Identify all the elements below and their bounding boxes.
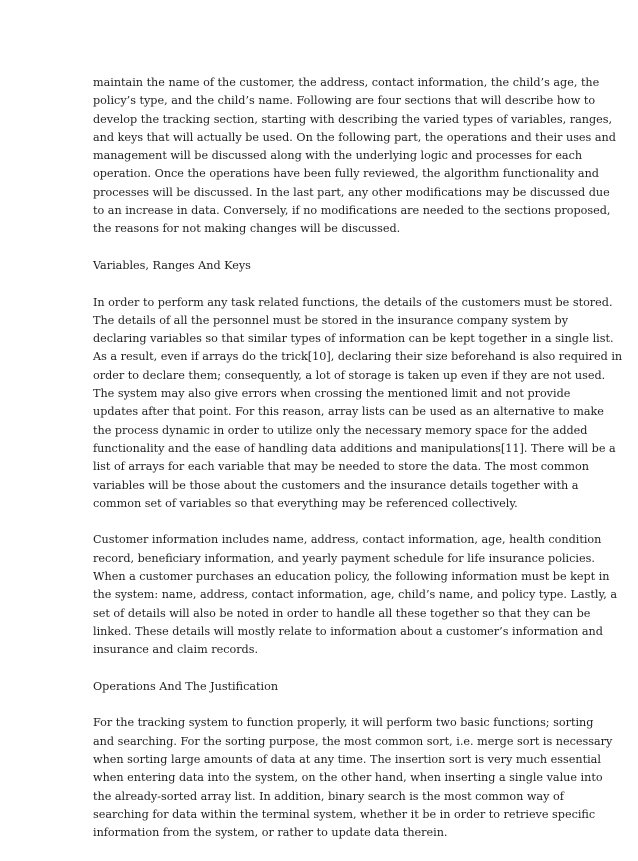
text-line: When a customer purchases an education policy, the following information must be kept in xyxy=(93,570,610,584)
text-line: order to declare them; consequently, a lot of storage is taken up even if they are not used. xyxy=(93,368,606,382)
section-heading xyxy=(93,678,553,696)
text-line: policy’s type, and the child’s name. Following are four sections that will describe how to xyxy=(93,94,596,108)
text-line: processes will be discussed. In the last part, any other modifications may be discussed due xyxy=(93,185,610,199)
body-paragraph xyxy=(93,74,616,239)
text-line: The system may also give errors when crossing the mentioned limit and not provide xyxy=(93,387,571,401)
text-line: insurance and claim records. xyxy=(93,643,259,657)
text-line: maintain the name of the customer, the address, contact information, the child’s age, the xyxy=(93,76,600,89)
text-line: the already-sorted array list. In addition, binary search is the most common way of xyxy=(93,789,564,803)
text-line: when sorting large amounts of data at any time. The insertion sort is very much essential xyxy=(93,752,601,766)
text-line: As a result, even if arrays do the trick[10], declaring their size beforehand is also required in xyxy=(93,350,623,364)
text-line: In order to perform any task related functions, the details of the customers must be stored. xyxy=(93,295,613,309)
text-line: updates after that point. For this reason, array lists can be used as an alternative to make xyxy=(93,405,604,419)
text-line: and keys that will actually be used. On the following part, the operations and their uses and xyxy=(93,130,616,144)
text-line: when entering data into the system, on the other hand, when inserting a single value into xyxy=(93,771,603,785)
text-line: Operations And The Justification xyxy=(93,679,279,693)
text-line: the system: name, address, contact information, age, child’s name, and policy type. Lastly, a xyxy=(93,588,618,602)
text-line: Variables, Ranges And Keys xyxy=(93,258,251,272)
body-paragraph xyxy=(93,294,623,514)
text-line: and searching. For the sorting purpose, the most common sort, i.e. merge sort is necessary xyxy=(93,734,613,748)
text-line: the reasons for not making changes will be discussed. xyxy=(93,222,401,236)
text-line: record, beneficiary information, and yearly payment schedule for life insurance policies. xyxy=(93,551,595,565)
text-line: Customer information includes name, address, contact information, age, health condition xyxy=(93,533,602,547)
text-line: variables will be those about the customers and the insurance details together with a xyxy=(93,478,579,492)
text-line: information from the system, or rather to update data therein. xyxy=(93,826,448,840)
text-line: develop the tracking section, starting with describing the varied types of variables, ranges, xyxy=(93,112,613,126)
text-line: management will be discussed along with the underlying logic and processes for each xyxy=(93,149,583,163)
text-line: list of arrays for each variable that may be needed to store the data. The most common xyxy=(93,460,589,474)
body-paragraph xyxy=(93,714,613,842)
section-heading xyxy=(93,257,553,275)
document-body xyxy=(93,74,623,861)
body-paragraph xyxy=(93,531,618,659)
text-line: declaring variables so that similar types of information can be kept together in a single list. xyxy=(93,332,614,346)
text-line: linked. These details will mostly relate to information about a customer’s information and xyxy=(93,624,603,638)
text-line: functionality and the ease of handling data additions and manipulations[11]. There will be a xyxy=(93,441,616,455)
text-line: For the tracking system to function properly, it will perform two basic functions; sorting xyxy=(93,716,594,730)
text-line: searching for data within the terminal system, whether it be in order to retrieve specific xyxy=(93,807,596,821)
text-line: set of details will also be noted in order to handle all these together so that they can be xyxy=(93,606,591,620)
text-line: common set of variables so that everything may be referenced collectively. xyxy=(93,496,518,510)
text-line: The details of all the personnel must be stored in the insurance company system by xyxy=(93,313,569,327)
text-line: to an increase in data. Conversely, if no modifications are needed to the sections proposed, xyxy=(93,204,611,218)
text-line: operation. Once the operations have been fully reviewed, the algorithm functionality and xyxy=(93,167,599,181)
text-line: the process dynamic in order to utilize only the necessary memory space for the added xyxy=(93,423,588,437)
